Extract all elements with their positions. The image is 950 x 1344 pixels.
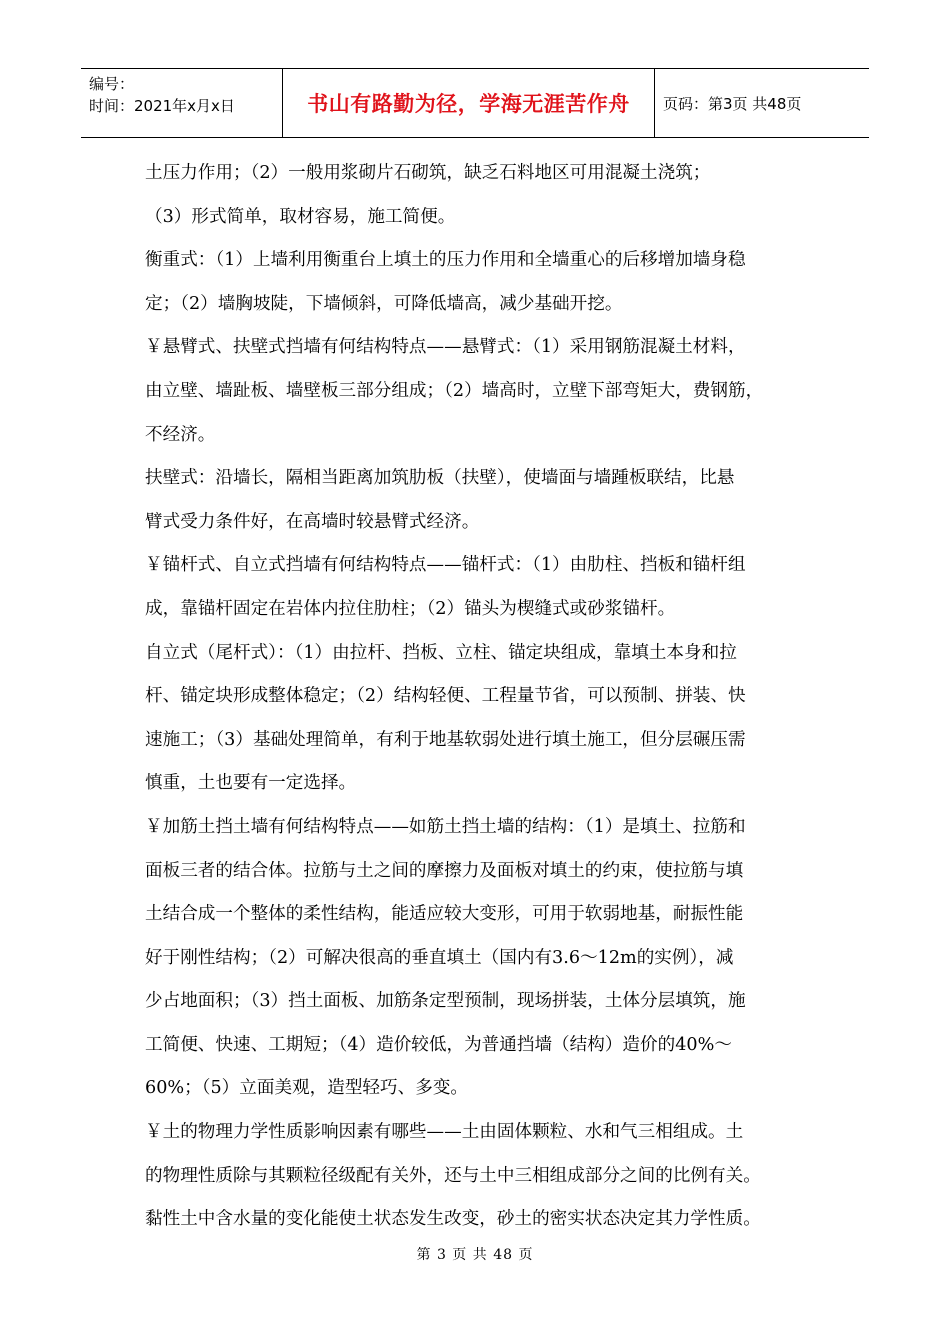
- body-text-line: 工简便、快速、工期短；（4）造价较低，为普通挡墙（结构）造价的40%～: [145, 1034, 732, 1055]
- document-body: [145, 152, 815, 1242]
- page-footer: 第 3 页 共 48 页: [416, 1247, 534, 1263]
- header-right-cell: [655, 69, 869, 137]
- body-text-line: 面板三者的结合体。拉筋与土之间的摩擦力及面板对填土的约束，使拉筋与填: [145, 860, 744, 881]
- body-text-line: ￥悬臂式、扶壁式挡墙有何结构特点——悬臂式：（1）采用钢筋混凝土材料，: [145, 337, 746, 358]
- body-text-line: 衡重式：（1）上墙利用衡重台上填土的压力作用和全墙重心的后移增加墙身稳: [145, 250, 746, 271]
- body-text-line: 60%；（5）立面美观，造型轻巧、多变。: [145, 1078, 469, 1099]
- body-text-line: （3）形式简单，取材容易，施工简便。: [145, 206, 456, 227]
- body-text-line: 扶壁式：沿墙长，隔相当距离加筑肋板（扶壁），使墙面与墙踵板联结，比悬: [145, 468, 735, 489]
- body-text-line: ￥锚杆式、自立式挡墙有何结构特点——锚杆式：（1）由肋柱、挡板和锚杆组: [145, 555, 746, 576]
- body-text-line: 慎重，土也要有一定选择。: [145, 773, 357, 794]
- body-text-line: 速施工；（3）基础处理简单，有利于地基软弱处进行填土施工，但分层碾压需: [145, 729, 746, 750]
- body-text-line: 好于刚性结构；（2）可解决很高的垂直填土（国内有3.6～12m的实例），减: [145, 947, 734, 968]
- time-label: 时间：2021年x月x日: [89, 97, 235, 115]
- body-text-line: 不经济。: [145, 424, 216, 445]
- body-text-line: 定；（2）墙胸坡陡，下墙倾斜，可降低墙高，减少基础开挖。: [145, 293, 623, 314]
- page-number-label: 页码：第3页 共48页: [663, 94, 802, 113]
- body-text-line: ￥加筋土挡土墙有何结构特点——如筋土挡土墙的结构：（1）是填土、拉筋和: [145, 816, 746, 837]
- body-text-line: 黏性土中含水量的变化能使土状态发生改变，砂土的密实状态决定其力学性质。: [145, 1209, 761, 1230]
- id-label: 编号：: [89, 75, 135, 93]
- body-text-line: 土压力作用；（2）一般用浆砌片石砌筑，缺乏石料地区可用混凝土浇筑；: [145, 163, 711, 183]
- header-left-cell: [81, 69, 283, 137]
- header-middle-cell: [283, 69, 655, 137]
- header-motto: 书山有路勤为径，学海无涯苦作舟: [307, 92, 630, 116]
- body-text-line: 少占地面积；（3）挡土面板、加筋条定型预制，现场拼装，土体分层填筑，施: [145, 991, 746, 1012]
- body-text-line: 自立式（尾杆式）：（1）由拉杆、挡板、立柱、锚定块组成，靠填土本身和拉: [145, 642, 737, 663]
- body-text-line: ￥土的物理力学性质影响因素有哪些——土由固体颗粒、水和气三相组成。土: [145, 1122, 744, 1143]
- body-text-line: 杆、锚定块形成整体稳定；（2）结构轻便、工程量节省，可以预制、拼装、快: [145, 686, 746, 707]
- body-text-line: 成，靠锚杆固定在岩体内拉住肋柱；（2）锚头为楔缝式或砂浆锚杆。: [145, 598, 676, 619]
- body-text-line: 由立壁、墙趾板、墙壁板三部分组成；（2）墙高时，立壁下部弯矩大，费钢筋，: [145, 380, 764, 401]
- body-text-line: 臂式受力条件好，在高墙时较悬臂式经济。: [145, 511, 480, 532]
- body-text-line: 的物理性质除与其颗粒径级配有关外，还与土中三相组成部分之间的比例有关。: [145, 1165, 761, 1186]
- page-header: [81, 68, 869, 138]
- body-text-line: 土结合成一个整体的柔性结构，能适应较大变形，可用于软弱地基，耐振性能: [145, 904, 744, 925]
